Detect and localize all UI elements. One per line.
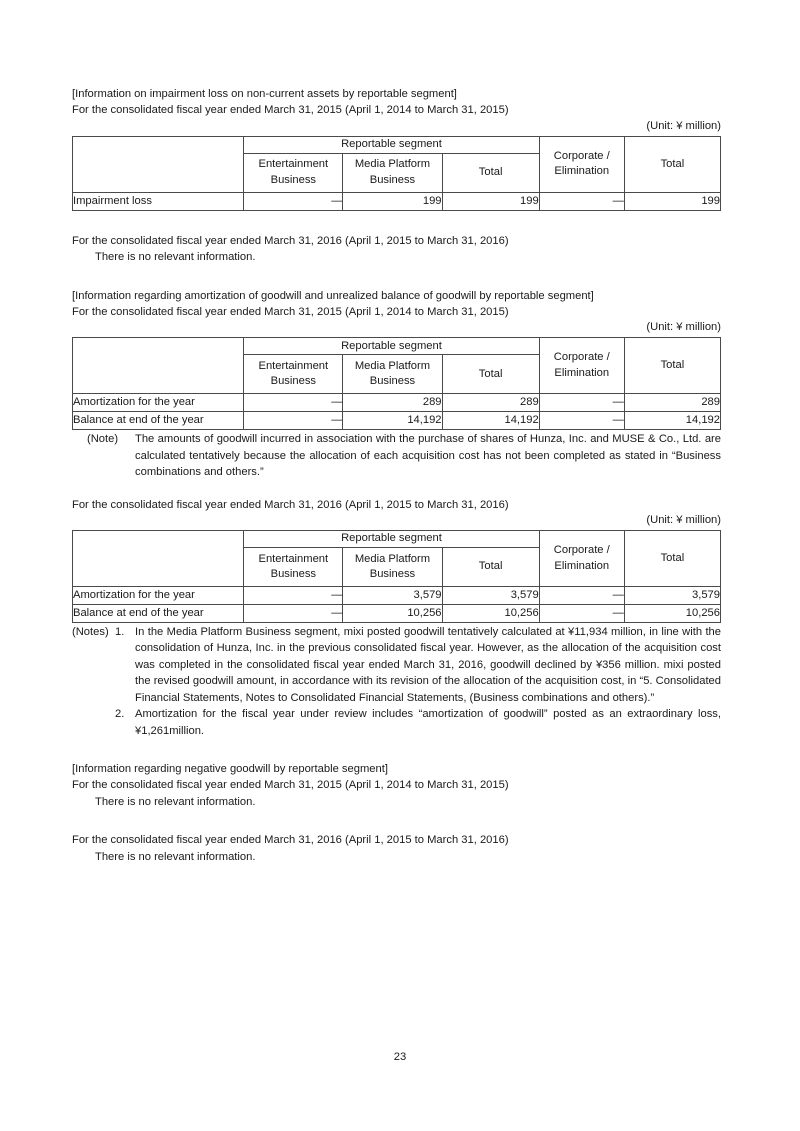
header-cell-segment-total: Total <box>442 153 539 192</box>
note-tag: (Note) <box>87 433 119 446</box>
table-row <box>73 587 721 605</box>
header-cell-media-platform <box>343 355 442 394</box>
cell-segment-total: 289 <box>442 394 539 412</box>
cell-total: 10,256 <box>624 605 720 623</box>
notes-tag: (Notes) <box>72 626 109 639</box>
section1-no-info: There is no relevant information. <box>95 251 256 264</box>
entertainment-line2: Business <box>270 173 317 186</box>
header-cell-entertainment <box>244 153 343 192</box>
unit-label-table2: (Unit: ¥ million) <box>646 321 721 334</box>
header-cell-reportable-segment: Reportable segment <box>244 531 539 548</box>
cell-corporate: — <box>539 192 624 210</box>
cell-total: 14,192 <box>624 412 720 430</box>
cell-corporate: — <box>539 412 624 430</box>
corporate-line1: Corporate / <box>553 149 610 162</box>
row-label-amortization: Amortization for the year <box>73 394 244 412</box>
note-text: The amounts of goodwill incurred in association with the purchase of shares of Hunza, Inc. and MUSE & Co., Ltd. are calculated tentatively because the allocation of each acquisition cost has not been completed as stated in “Business combinations and others.” <box>135 433 721 479</box>
section3-heading: [Information regarding negative goodwill by reportable segment] <box>72 762 388 775</box>
media-line1: Media Platform <box>354 552 431 565</box>
header-cell-blank <box>73 136 244 192</box>
media-line2: Business <box>369 568 416 581</box>
cell-corporate: — <box>539 605 624 623</box>
table-row <box>73 192 721 210</box>
corporate-line1: Corporate / <box>553 351 610 364</box>
cell-entertainment: — <box>244 605 343 623</box>
section3-period-2015: For the consolidated fiscal year ended March 31, 2015 (April 1, 2014 to March 31, 2015) <box>72 779 509 792</box>
document-content <box>72 86 721 865</box>
note-number-1: 1. <box>115 626 125 639</box>
header-cell-corporate-elimination <box>539 136 624 192</box>
spacer <box>72 739 721 761</box>
row-label-balance: Balance at end of the year <box>73 605 244 623</box>
cell-media: 3,579 <box>343 587 442 605</box>
header-cell-blank <box>73 531 244 587</box>
cell-media: 289 <box>343 394 442 412</box>
unit-label-table3: (Unit: ¥ million) <box>646 514 721 527</box>
header-cell-media-platform <box>343 153 442 192</box>
spacer <box>72 211 721 233</box>
entertainment-line2: Business <box>270 568 317 581</box>
impairment-loss-table <box>72 136 721 211</box>
notes-2016-item-1 <box>72 624 721 706</box>
corporate-line2: Elimination <box>554 366 610 379</box>
cell-entertainment: — <box>244 192 343 210</box>
header-cell-total: Total <box>624 136 720 192</box>
cell-media: 10,256 <box>343 605 442 623</box>
media-line2: Business <box>369 375 416 388</box>
media-line2: Business <box>369 173 416 186</box>
cell-entertainment: — <box>244 587 343 605</box>
header-cell-corporate-elimination <box>539 338 624 394</box>
cell-media: 199 <box>343 192 442 210</box>
entertainment-line1: Entertainment <box>258 552 329 565</box>
corporate-line2: Elimination <box>554 559 610 572</box>
row-label-balance: Balance at end of the year <box>73 412 244 430</box>
header-cell-entertainment <box>244 548 343 587</box>
cell-total: 289 <box>624 394 720 412</box>
table-header-row-group <box>73 338 721 355</box>
section1-heading: [Information on impairment loss on non-current assets by reportable segment] <box>72 88 457 100</box>
page-number: 23 <box>393 1051 407 1063</box>
cell-segment-total: 3,579 <box>442 587 539 605</box>
row-label-amortization: Amortization for the year <box>73 587 244 605</box>
cell-segment-total: 199 <box>442 192 539 210</box>
table-header-row-group <box>73 531 721 548</box>
header-cell-media-platform <box>343 548 442 587</box>
table-header-row-group <box>73 136 721 153</box>
section3-period-2016: For the consolidated fiscal year ended March 31, 2016 (April 1, 2015 to March 31, 2016) <box>72 834 509 847</box>
row-label-impairment-loss: Impairment loss <box>73 192 244 210</box>
table-row <box>73 412 721 430</box>
notes-indent-spacer <box>72 706 115 739</box>
corporate-line2: Elimination <box>554 165 610 178</box>
header-cell-total: Total <box>624 338 720 394</box>
header-cell-reportable-segment: Reportable segment <box>244 338 539 355</box>
notes-2016-item-2 <box>72 706 721 739</box>
cell-total: 3,579 <box>624 587 720 605</box>
entertainment-line1: Entertainment <box>258 359 329 372</box>
section1-period-2016: For the consolidated fiscal year ended March 31, 2016 (April 1, 2015 to March 31, 2016) <box>72 234 509 247</box>
section1-period-2015: For the consolidated fiscal year ended March 31, 2015 (April 1, 2014 to March 31, 2015) <box>72 104 509 117</box>
entertainment-line1: Entertainment <box>258 158 329 171</box>
section2-heading: [Information regarding amortization of goodwill and unrealized balance of goodwill by reportable segment] <box>72 289 594 302</box>
header-cell-blank <box>73 338 244 394</box>
unit-label-table1: (Unit: ¥ million) <box>646 119 721 132</box>
cell-total: 199 <box>624 192 720 210</box>
table-row <box>73 605 721 623</box>
cell-segment-total: 14,192 <box>442 412 539 430</box>
section3-no-info-2016: There is no relevant information. <box>95 850 256 863</box>
goodwill-2016-table <box>72 530 721 623</box>
media-line1: Media Platform <box>354 359 431 372</box>
media-line1: Media Platform <box>354 158 431 171</box>
spacer <box>72 810 721 832</box>
header-cell-corporate-elimination <box>539 531 624 587</box>
cell-corporate: — <box>539 394 624 412</box>
section2-period-2015: For the consolidated fiscal year ended March 31, 2015 (April 1, 2014 to March 31, 2015) <box>72 306 509 319</box>
goodwill-2015-table <box>72 337 721 430</box>
header-cell-reportable-segment: Reportable segment <box>244 136 539 153</box>
note-2015 <box>72 431 721 480</box>
corporate-line1: Corporate / <box>553 544 610 557</box>
header-cell-total: Total <box>624 531 720 587</box>
cell-media: 14,192 <box>343 412 442 430</box>
section2-period-2016: For the consolidated fiscal year ended March 31, 2016 (April 1, 2015 to March 31, 2016) <box>72 498 509 511</box>
table-row <box>73 394 721 412</box>
header-cell-entertainment <box>244 355 343 394</box>
note-text-1: In the Media Platform Business segment, mixi posted goodwill tentatively calculated at ¥11,934 million, in line with the consolidation of Hunza, Inc. in the previous consolidated fiscal year. However, as the allocation of the acquisition cost was completed in the consolidated fiscal year ended March 31, 2016, goodwill declined by ¥356 million. mixi posted the revised goodwill amount, in accordance with its revision of the allocation of the acquisition cost, in “5. Consolidated Financial Statements, Notes to Consolidated Financial Statements, (Business combinations and others).” <box>135 626 721 704</box>
cell-entertainment: — <box>244 394 343 412</box>
entertainment-line2: Business <box>270 375 317 388</box>
spacer <box>72 266 721 288</box>
header-cell-segment-total: Total <box>442 355 539 394</box>
section3-no-info-2015: There is no relevant information. <box>95 795 256 808</box>
spacer <box>72 481 721 497</box>
cell-segment-total: 10,256 <box>442 605 539 623</box>
note-number-2: 2. <box>115 708 125 721</box>
cell-entertainment: — <box>244 412 343 430</box>
cell-corporate: — <box>539 587 624 605</box>
header-cell-segment-total: Total <box>442 548 539 587</box>
note-text-2: Amortization for the fiscal year under review includes “amortization of goodwill” posted as an extraordinary loss, ¥1,261million. <box>135 708 721 737</box>
